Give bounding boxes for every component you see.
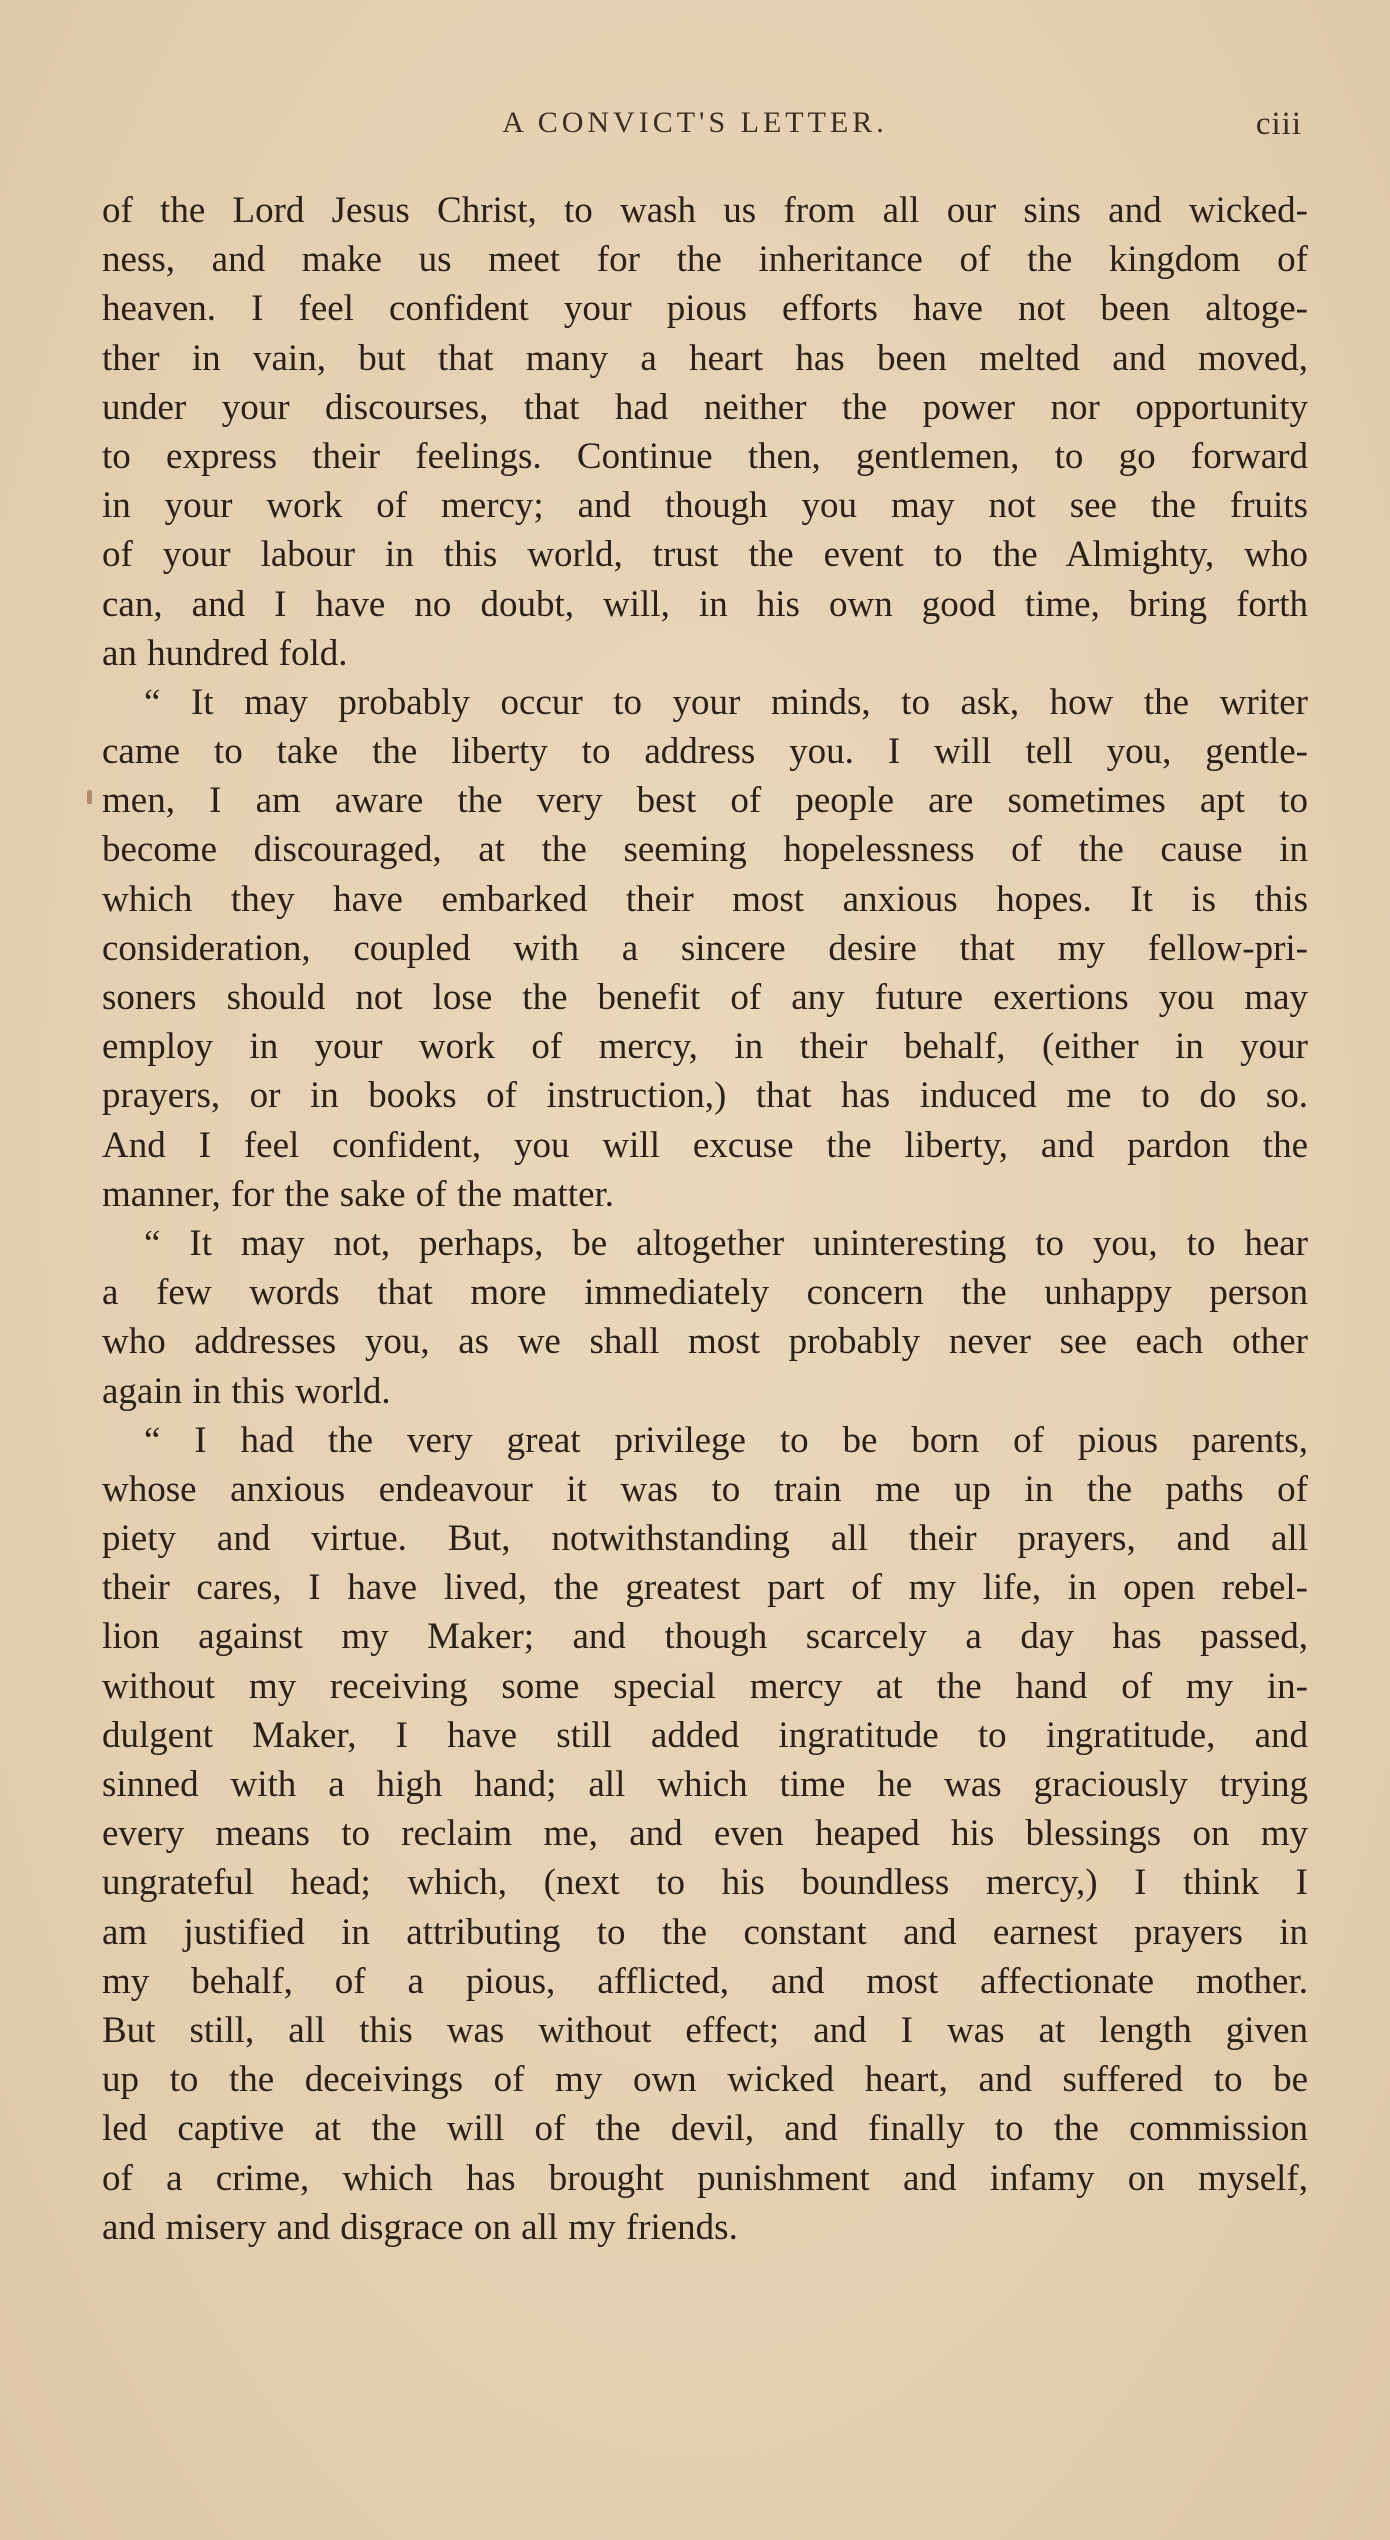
text-line: “ It may probably occur to your minds, to ask, how the writer	[144, 681, 1308, 723]
page-number: ciii	[1255, 106, 1302, 142]
text-line: without my receiving some special mercy at the hand of my in-	[102, 1665, 1308, 1707]
text-line: employ in your work of mercy, in their behalf, (either in your	[102, 1026, 1308, 1068]
text-line: of your labour in this world, trust the event to the Almighty, who	[102, 534, 1308, 576]
text-line: which they have embarked their most anxious hopes. It is this	[102, 878, 1308, 920]
text-line: ther in vain, but that many a heart has been melted and moved,	[102, 337, 1308, 379]
text-line: ungrateful head; which, (next to his boundless mercy,) I think I	[102, 1862, 1308, 1904]
text-line: an hundred fold.	[102, 632, 348, 674]
text-line: in your work of mercy; and though you may not see the fruits	[102, 485, 1308, 527]
text-line: to express their feelings. Continue then, gentlemen, to go forward	[102, 435, 1308, 477]
text-line: lion against my Maker; and though scarcely a day has passed,	[102, 1616, 1308, 1658]
text-line: a few words that more immediately concern the unhappy person	[102, 1272, 1308, 1314]
text-line: my behalf, of a pious, afflicted, and most affectionate mother.	[102, 1960, 1308, 2002]
text-line: led captive at the will of the devil, and finally to the commission	[102, 2108, 1308, 2150]
text-line: “ I had the very great privilege to be born of pious parents,	[144, 1419, 1308, 1461]
text-line: of the Lord Jesus Christ, to wash us from all our sins and wicked-	[102, 190, 1308, 231]
text-line: And I feel confident, you will excuse the liberty, and pardon the	[102, 1124, 1308, 1166]
text-line: under your discourses, that had neither the power nor opportunity	[102, 386, 1308, 428]
text-line: soners should not lose the benefit of any future exertions you may	[102, 977, 1308, 1018]
running-title: A CONVICT'S LETTER.	[502, 106, 888, 139]
text-line: ness, and make us meet for the inheritance of the kingdom of	[102, 239, 1308, 281]
margin-ink-mark	[87, 790, 92, 804]
text-line: every means to reclaim me, and even heaped his blessings on my	[102, 1813, 1308, 1855]
text-line: piety and virtue. But, notwithstanding all their prayers, and all	[102, 1518, 1308, 1560]
text-line: who addresses you, as we shall most probably never see each other	[102, 1321, 1308, 1363]
text-line: can, and I have no doubt, will, in his own good time, bring forth	[102, 583, 1308, 625]
text-line: am justified in attributing to the constant and earnest prayers in	[102, 1911, 1308, 1953]
text-line: consideration, coupled with a sincere desire that my fellow-pri-	[102, 927, 1308, 969]
running-head	[0, 106, 1390, 152]
text-line: their cares, I have lived, the greatest part of my life, in open rebel-	[102, 1567, 1308, 1609]
text-line: whose anxious endeavour it was to train me up in the paths of	[102, 1468, 1308, 1510]
text-line: sinned with a high hand; all which time he was graciously trying	[102, 1764, 1308, 1805]
text-line: heaven. I feel confident your pious efforts have not been altoge-	[102, 288, 1308, 330]
text-line: “ It may not, perhaps, be altogether uninteresting to you, to hear	[144, 1222, 1308, 1264]
text-line: and misery and disgrace on all my friends.	[102, 2206, 738, 2248]
body-text	[102, 186, 1308, 2252]
text-line: prayers, or in books of instruction,) that has induced me to do so.	[102, 1075, 1308, 1117]
text-line: become discouraged, at the seeming hopelessness of the cause in	[102, 829, 1308, 871]
text-line: men, I am aware the very best of people are sometimes apt to	[102, 780, 1308, 822]
text-line: up to the deceivings of my own wicked heart, and suffered to be	[102, 2059, 1308, 2101]
text-line: manner, for the sake of the matter.	[102, 1173, 615, 1215]
text-line: But still, all this was without effect; and I was at length given	[102, 2009, 1308, 2051]
text-line: of a crime, which has brought punishment and infamy on myself,	[102, 2157, 1308, 2199]
text-line: came to take the liberty to address you. I will tell you, gentle-	[102, 731, 1308, 773]
text-line: dulgent Maker, I have still added ingratitude to ingratitude, and	[102, 1714, 1308, 1756]
text-line: again in this world.	[102, 1370, 391, 1412]
